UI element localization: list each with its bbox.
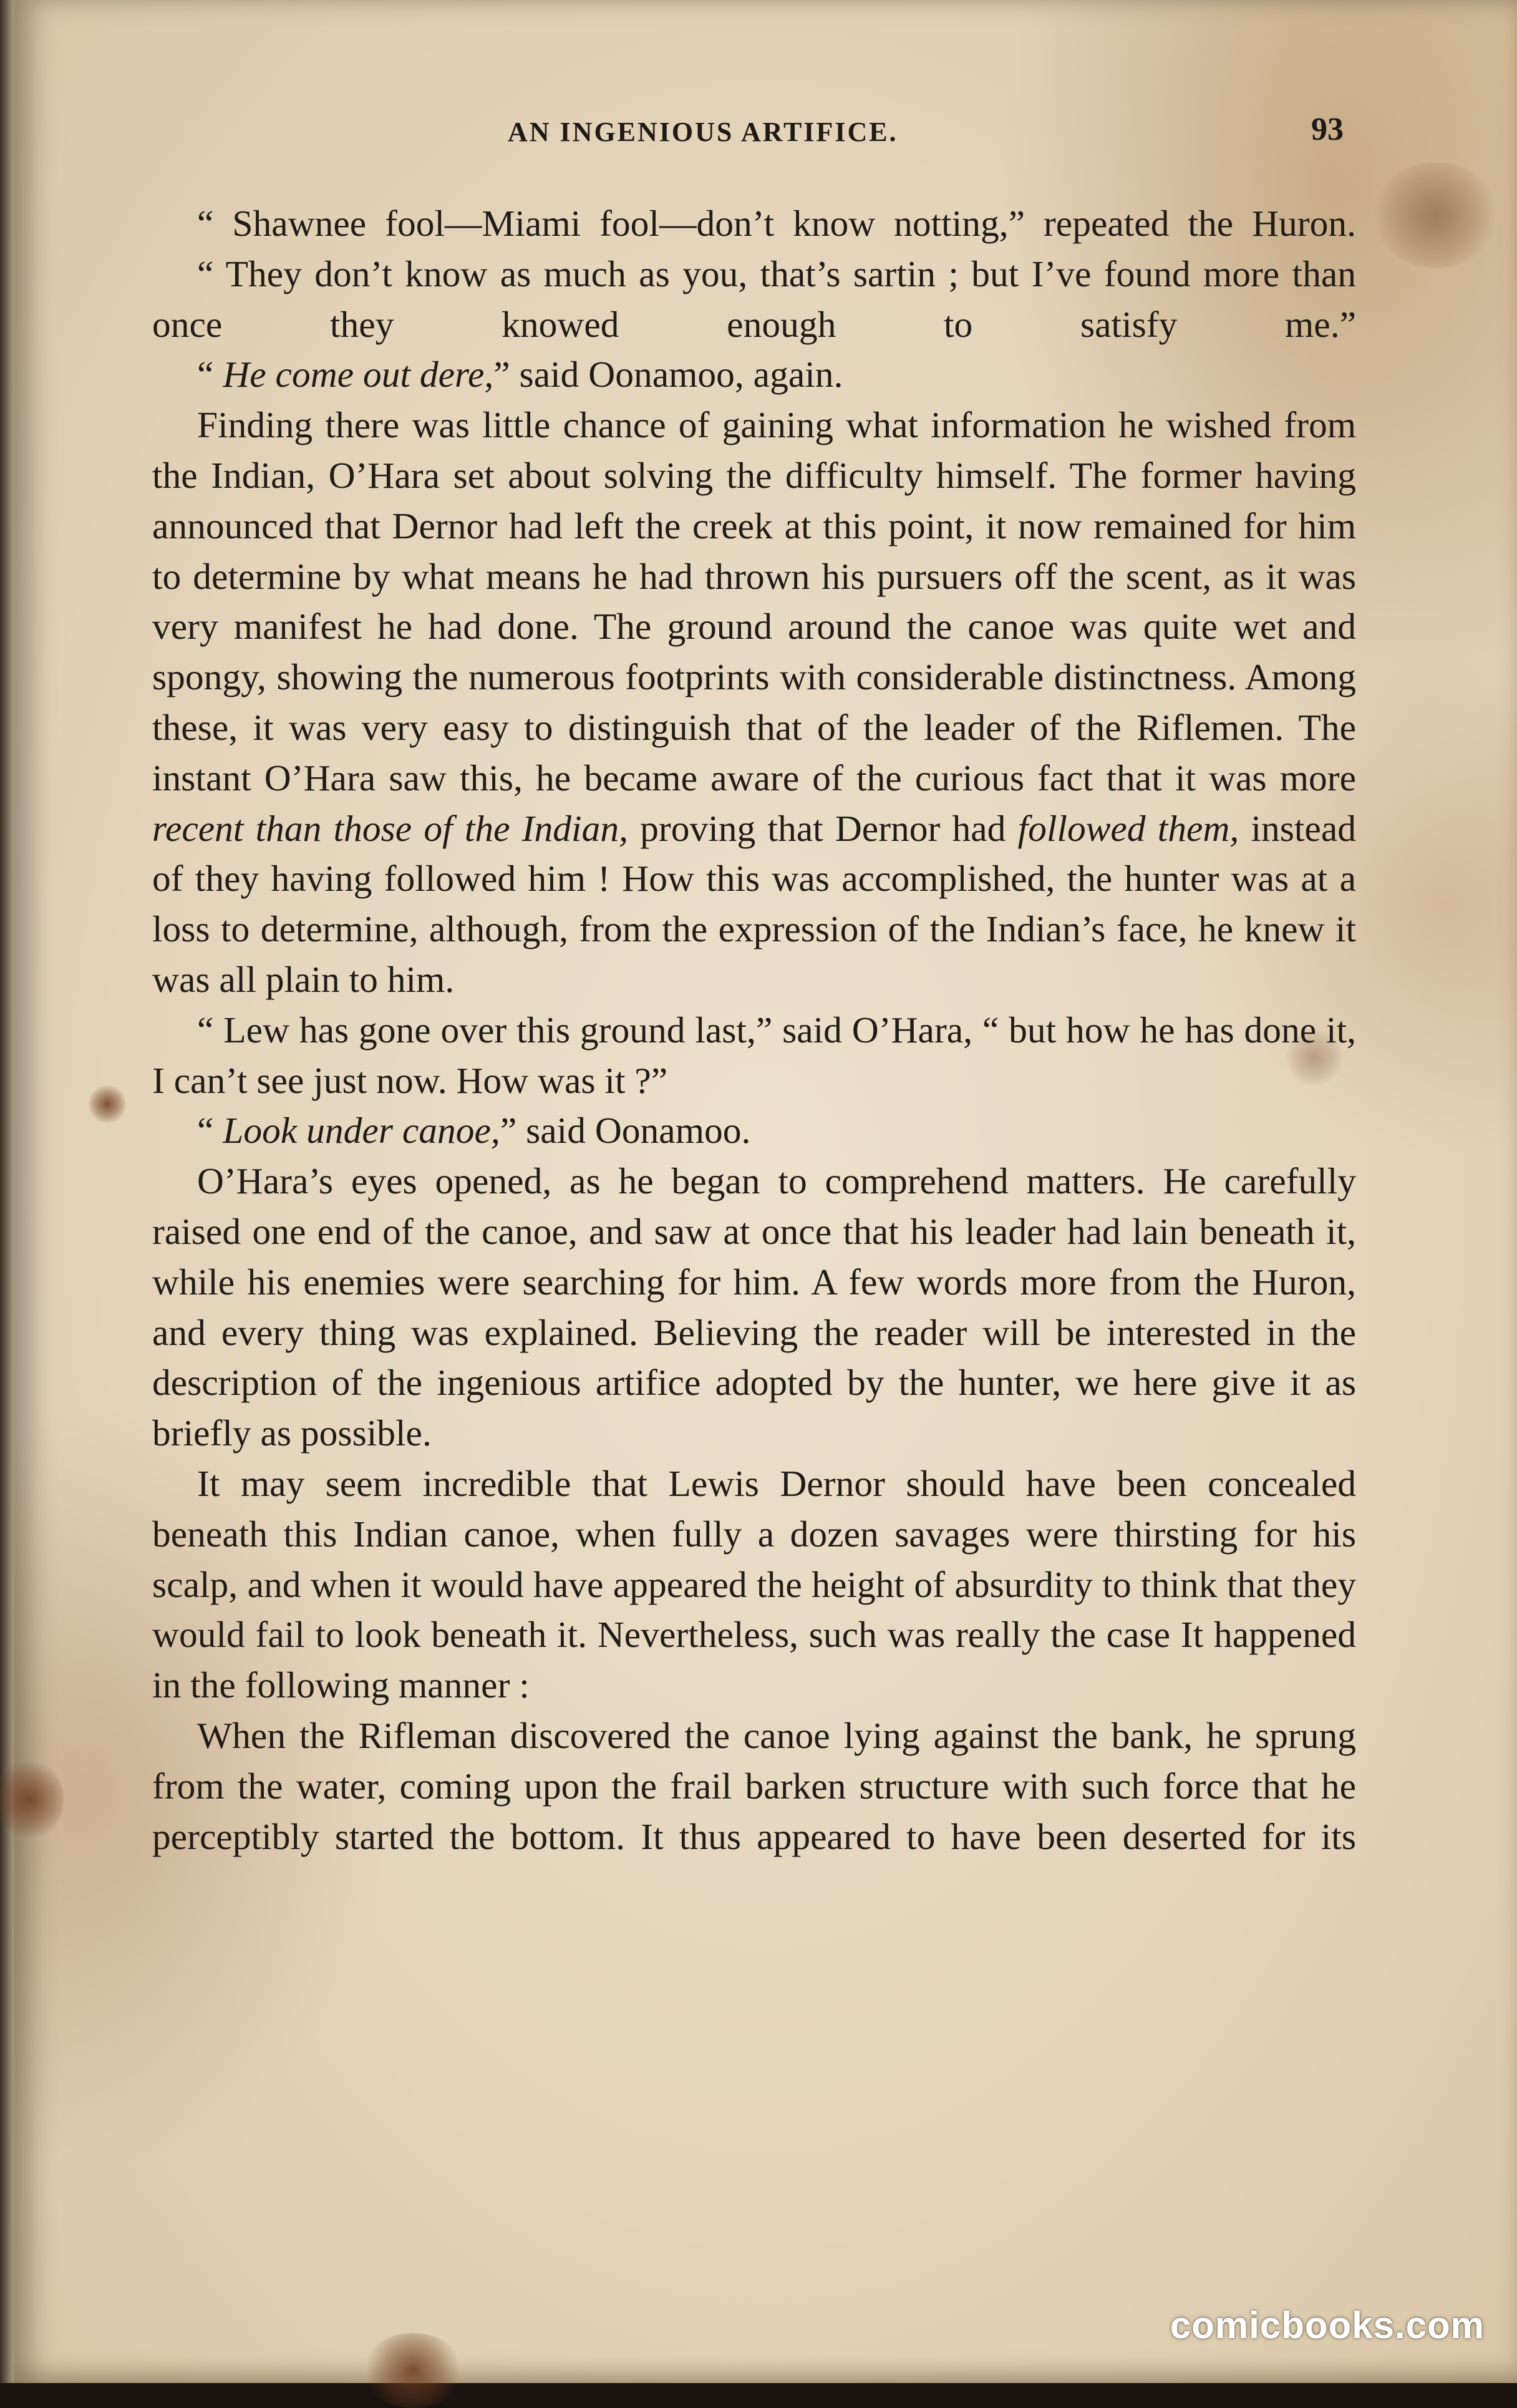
quote-open: “ <box>197 354 223 396</box>
paragraph <box>152 1459 1356 1711</box>
page-number: 93 <box>1311 112 1344 147</box>
paragraph <box>152 400 1356 1005</box>
running-head: AN INGENIOUS ARTIFICE. <box>508 117 898 147</box>
italic-speech: Look under canoe, <box>223 1110 500 1152</box>
body-text <box>152 198 1356 1862</box>
paragraph <box>152 249 1356 350</box>
foxing-stain <box>89 1085 126 1123</box>
page-header <box>158 112 1362 153</box>
book-spine <box>0 0 14 2383</box>
italic-speech: He come out dere, <box>223 354 494 396</box>
paragraph-text: Finding there was little chance of gaining what information he wished from the Indian, O’Hara set about solving the difficulty himself. The former having announced that Dernor had left the creek at this point, it now remained for him to determine by what means he had thrown his pursuers off the scent, as it was very manifest he had done. The ground around the canoe was quite wet and spongy, showing the numerous footprints with considerable distinctness. Among these, it was very easy to distinguish that of the leader of the Riflemen. The instant O’Hara saw this, he became aware of the curious fact that it was more <box>152 404 1356 799</box>
paragraph <box>152 349 1356 400</box>
paragraph <box>152 1105 1356 1156</box>
paragraph-text: “ Lew has gone over this ground last,” said O’Hara, “ but how he has done it, I can’t see just now. How was it ?” <box>152 1009 1356 1101</box>
paragraph-text: instead of they having followed him ! How this was accomplished, the hunter was at a loss to determine, although, from the expression of the Indian’s face, he knew it was all plain to him. <box>152 807 1356 1000</box>
paragraph-text: “ They don’t know as much as you, that’s sartin ; but I’ve found more than once they knowed enough to satisfy me.” <box>152 253 1356 345</box>
quote-open: “ <box>197 1110 223 1152</box>
paragraph <box>152 1711 1356 1862</box>
paragraph <box>152 1005 1356 1106</box>
quote-close: ” said Oonamoo, again. <box>493 354 843 396</box>
quote-close: ” said Oonamoo. <box>500 1110 751 1152</box>
paragraph-text: It may seem incredible that Lewis Dernor should have been concealed beneath this Indian canoe, when fully a dozen savages were thirsting for his scalp, and when it would have appeared the height of absurdity to think that they would fail to look beneath it. Nevertheless, such was really the case It happened in the following manner : <box>152 1462 1356 1706</box>
paragraph-text: “ Shawnee fool—Miami fool—don’t know notting,” repeated the Huron. <box>197 203 1356 244</box>
book-page <box>14 0 1517 2383</box>
paragraph-text: proving that Dernor had <box>628 807 1018 849</box>
foxing-stain <box>0 1759 64 1840</box>
paragraph-text: O’Hara’s eyes opened, as he began to comprehend matters. He carefully raised one end of the canoe, and saw at once that his leader had lain beneath it, while his enemies were searching for him. A few words more from the Huron, and every thing was explained. Believing the reader will be interested in the description of the ingenious artifice adopted by the hunter, we here give it as briefly as possible. <box>152 1160 1356 1454</box>
watermark: comicbooks.com <box>1170 2304 1485 2346</box>
paragraph-text: When the Rifleman discovered the canoe lying against the bank, he sprung from the water, coming upon the frail barken structure with such force that he perceptibly started the bottom. It thus appeared to have been deserted for its <box>152 1714 1356 1857</box>
italic-phrase: recent than those of the Indian, <box>152 807 628 849</box>
foxing-stain <box>1374 162 1498 268</box>
paragraph <box>152 198 1356 249</box>
paragraph <box>152 1156 1356 1459</box>
foxing-stain <box>363 2333 463 2408</box>
italic-phrase: followed them, <box>1017 807 1239 849</box>
